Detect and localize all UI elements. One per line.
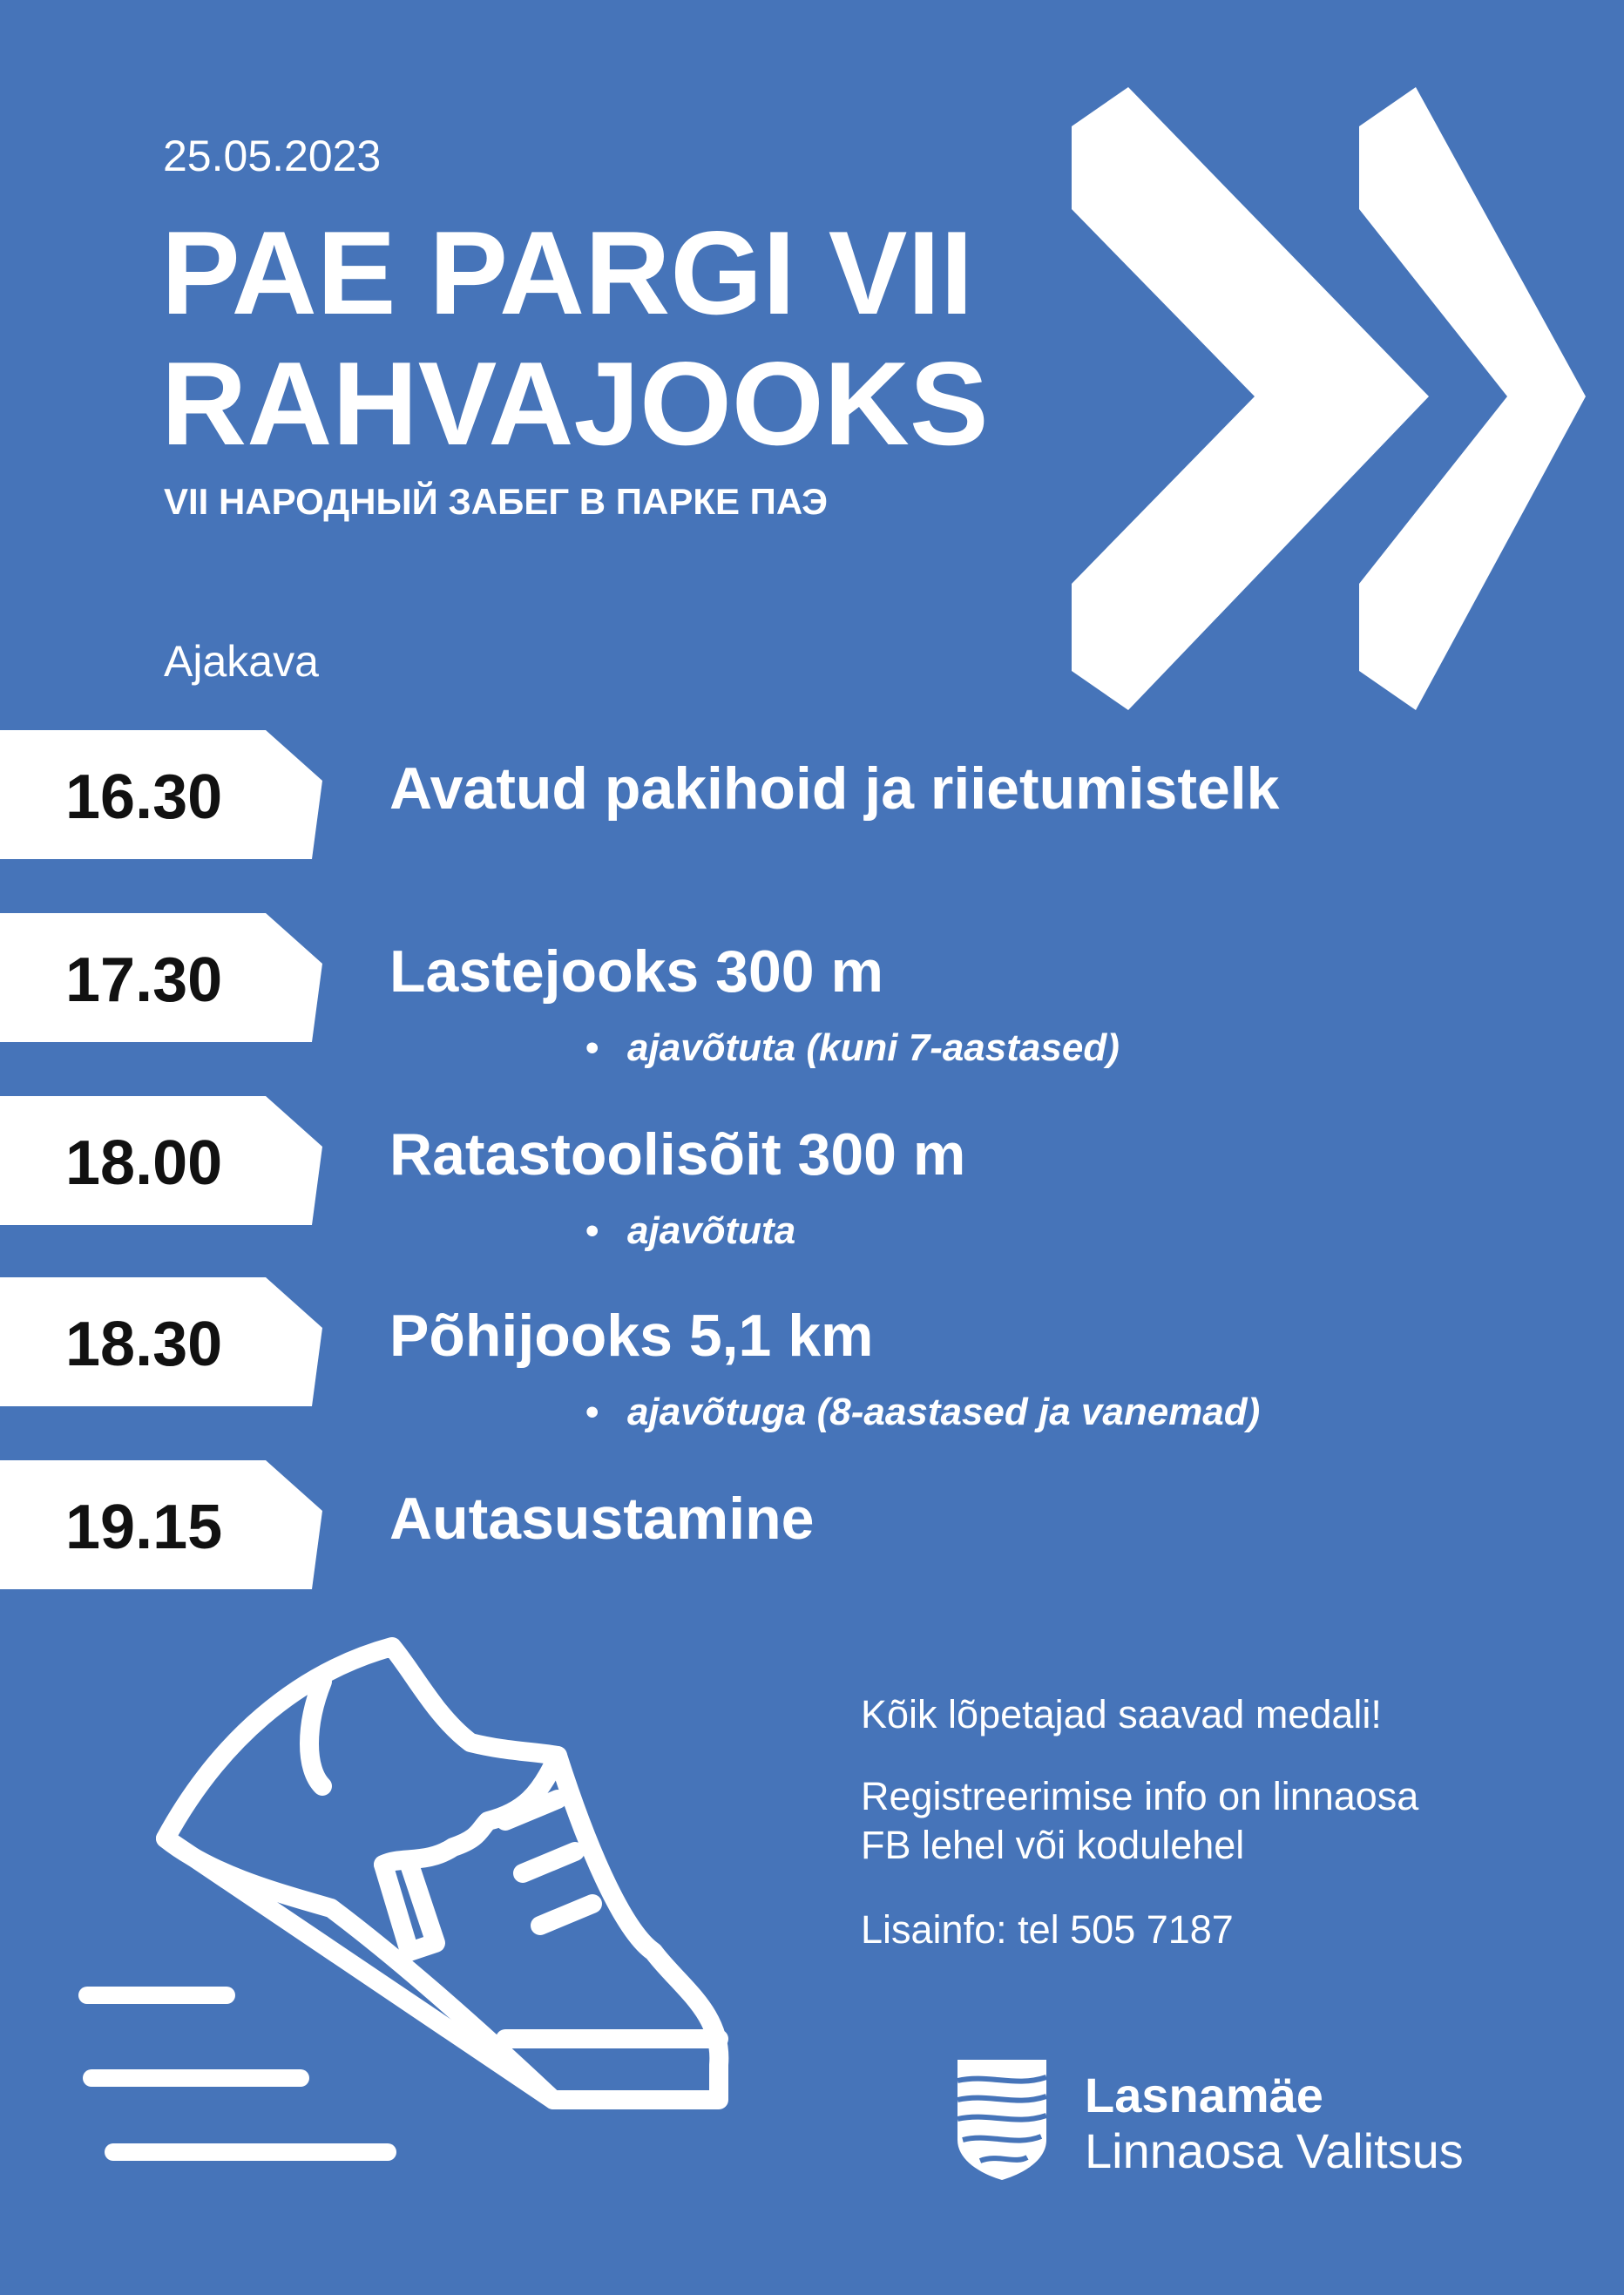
- registration-info: [861, 1772, 1418, 1870]
- event-note: • ajavõtuga (8-aastased ja vanemad): [627, 1391, 1260, 1434]
- time-label: 18.30: [65, 1310, 223, 1379]
- time-tab: [0, 730, 322, 859]
- page-title: [161, 207, 989, 469]
- time-tab: [0, 913, 322, 1042]
- registration-line-2: FB lehel või kodulehel: [861, 1823, 1245, 1867]
- schedule-label: Ajakava: [164, 637, 319, 686]
- title-line-2: RAHVAJOOKS: [161, 337, 989, 470]
- subtitle: VII НАРОДНЫЙ ЗАБЕГ В ПАРКЕ ПАЭ: [164, 481, 829, 522]
- time-label: 16.30: [65, 762, 223, 832]
- time-label: 18.00: [65, 1128, 223, 1198]
- time-label: 17.30: [65, 945, 223, 1015]
- running-shoe-icon: [70, 1577, 749, 2170]
- event-title: Autasustamine: [389, 1486, 815, 1552]
- date: 25.05.2023: [163, 132, 382, 180]
- time-tab: [0, 1277, 322, 1406]
- event-title: Avatud pakihoid ja riietumistelk: [389, 755, 1280, 822]
- lasnamae-logo-icon: [954, 2056, 1050, 2183]
- event-title: Ratastoolisõit 300 m: [389, 1121, 966, 1188]
- organizer-subtitle: Linnaosa Valitsus: [1085, 2123, 1464, 2178]
- event-title: Lastejooks 300 m: [389, 938, 883, 1005]
- event-note: • ajavõtuta: [627, 1209, 795, 1253]
- time-tab: [0, 1460, 322, 1589]
- event-title: Põhijooks 5,1 km: [389, 1303, 874, 1369]
- title-line-1: PAE PARGI VII: [161, 206, 974, 339]
- organizer-name: Lasnamäe: [1085, 2068, 1323, 2122]
- double-chevron-right-icon: [1067, 83, 1590, 714]
- time-label: 19.15: [65, 1493, 223, 1562]
- time-tab: [0, 1096, 322, 1225]
- contact-info: Lisainfo: tel 505 7187: [861, 1907, 1234, 1952]
- registration-line-1: Registreerimise info on linnaosa: [861, 1774, 1419, 1818]
- medal-info: Kõik lõpetajad saavad medali!: [861, 1692, 1382, 1736]
- event-note: • ajavõtuta (kuni 7-aastased): [627, 1026, 1120, 1070]
